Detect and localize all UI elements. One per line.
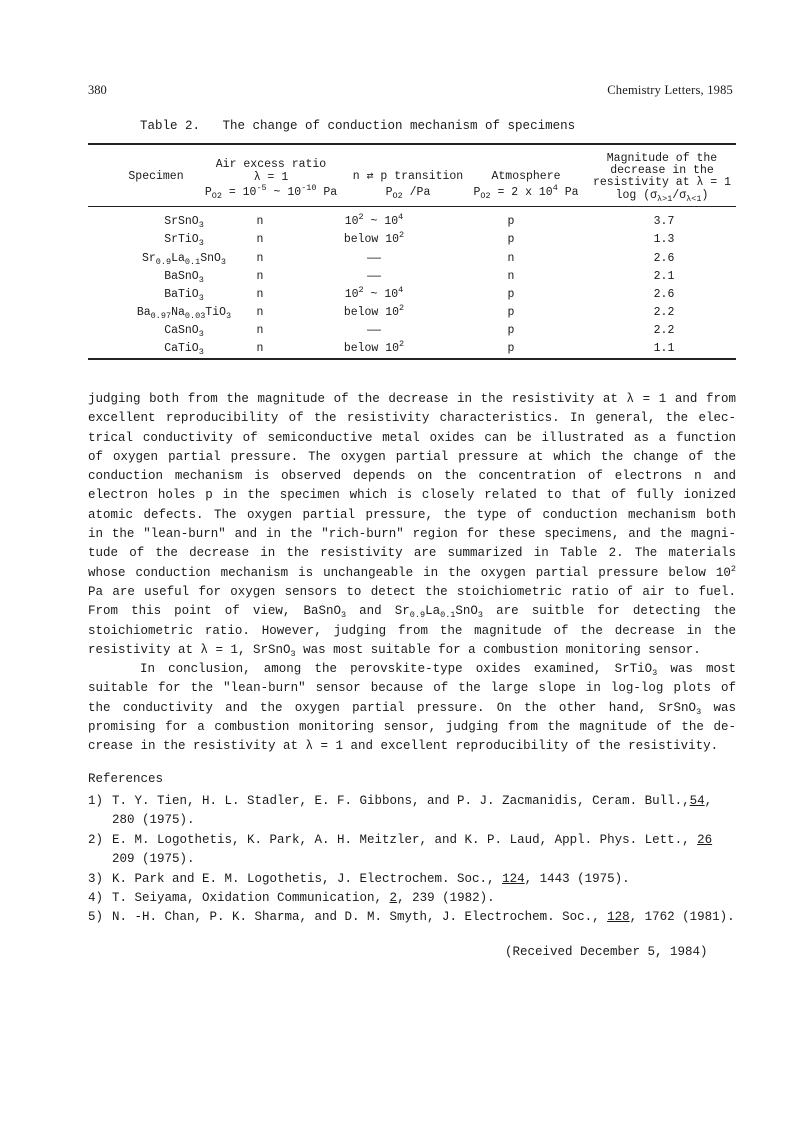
header-air-line2: λ = 1 [253, 171, 289, 184]
cell-transition: —— [367, 252, 381, 265]
reference-item [88, 908, 736, 927]
text-line: tude of the decrease in the resistivity are summarized in Table 2. The materials [88, 546, 736, 561]
header-specimen: Specimen [128, 170, 184, 183]
header-magnitude-line1: Magnitude of the [606, 152, 718, 165]
cell-transition: below $10^2$ [343, 339, 405, 355]
cell-atmosphere: p [507, 324, 515, 337]
cell-atmosphere: p [507, 342, 515, 355]
header-transition-line1: n ⇄ p transition [352, 170, 464, 183]
text-line: In conclusion, among the perovskite-type oxides examined, SrTiO$_3$ was most [140, 662, 737, 679]
cell-air-excess: n [256, 288, 264, 301]
cell-magnitude: 1.1 [653, 342, 675, 355]
header-air-line1: Air excess ratio [215, 158, 327, 171]
journal-name: Chemistry Letters, 1985 [607, 83, 733, 97]
cell-transition: —— [367, 270, 381, 283]
cell-transition: $10^2$ ~ $10^4$ [344, 212, 404, 228]
header-magnitude-line3: resistivity at λ = 1 [592, 176, 732, 189]
header-atmosphere-line2: $P_{O2} = 2$ x $10^4$ Pa [473, 183, 579, 201]
table-row [88, 304, 736, 322]
reference-text: N. -H. Chan, P. K. Sharma, and D. M. Smyth, J. Electrochem. Soc., 128, 1762 (1981). [112, 910, 735, 925]
reference-number: 4) [88, 891, 104, 906]
cell-magnitude: 2.6 [653, 288, 675, 301]
cell-atmosphere: p [507, 288, 515, 301]
cell-magnitude: 2.6 [653, 252, 675, 265]
table-header-rule [88, 206, 736, 207]
cell-atmosphere: p [507, 233, 515, 246]
text-line: of oxygen partial pressure. The oxygen partial pressure at which the change of the [88, 449, 736, 464]
reference-number: 2) [88, 832, 104, 847]
cell-specimen: CaTiO$_3$ [164, 342, 204, 357]
cell-air-excess: n [256, 306, 264, 319]
cell-transition: $10^2$ ~ $10^4$ [344, 285, 404, 301]
reference-text: T. Seiyama, Oxidation Communication, 2, 239 (1982). [112, 891, 495, 906]
cell-specimen: $Sr_{0.9}La_{0.1}SnO_3$ [141, 252, 227, 267]
page-number: 380 [88, 83, 107, 97]
table-caption: Table 2. The change of conduction mechanism of specimens [140, 119, 576, 133]
header-transition-line2: $P_{O2}$ /Pa [385, 186, 431, 201]
cell-specimen: SrSnO$_3$ [164, 215, 204, 230]
reference-item [88, 792, 736, 831]
reference-number: 5) [88, 910, 104, 925]
text-line: From this point of view, BaSnO$_3$ and $Sr_{0.9}La_{0.1}SnO_3$ are suitble for detecting the [88, 604, 736, 621]
table-top-rule [88, 143, 736, 145]
cell-magnitude: 2.2 [653, 306, 675, 319]
text-line: stoichiometric ratio. However, judging from the magnitude of the decrease in the [88, 623, 736, 638]
text-line: crease in the resistivity at λ = 1 and excellent reproducibility of the resistivity. [88, 739, 719, 754]
table-bottom-rule [88, 358, 736, 360]
text-line: in the "lean-burn" and in the "rich-burn" region for these specimens, and the magni- [88, 527, 736, 542]
paragraph-2 [88, 660, 736, 756]
header-magnitude-line2: decrease in the [610, 164, 714, 177]
reference-number: 3) [88, 871, 104, 886]
reference-item [88, 831, 736, 870]
cell-magnitude: 1.3 [653, 233, 675, 246]
text-line: resistivity at λ = 1, SrSnO$_3$ was most suitable for a combustion monitoring sensor. [88, 642, 701, 659]
text-line: judging both from the magnitude of the decrease in the resistivity at λ = 1 and from [88, 392, 736, 406]
cell-atmosphere: p [507, 215, 515, 228]
cell-air-excess: n [256, 342, 264, 355]
reference-number: 1) [88, 794, 104, 808]
text-line: electron holes p in the specimen which is closely related to that of fully ionized [88, 488, 736, 503]
reference-item [88, 889, 736, 908]
text-line: trical conductivity of semiconductive metal oxides can be illustrated as a function [88, 430, 736, 445]
table-row [88, 231, 736, 249]
cell-atmosphere: n [507, 270, 515, 283]
text-line: suitable for the "lean-burn" sensor because of the large slope in log-log plots of [88, 681, 736, 696]
cell-air-excess: n [256, 324, 264, 337]
paragraph-1 [88, 390, 736, 660]
cell-transition: below $10^2$ [343, 303, 405, 319]
cell-air-excess: n [256, 233, 264, 246]
cell-magnitude: 2.2 [653, 324, 675, 337]
reference-text: E. M. Logothetis, K. Park, A. H. Meitzler, and K. P. Laud, Appl. Phys. Lett., 26 209 (1975). [112, 832, 713, 867]
references-title: References [88, 772, 164, 786]
header-magnitude-line4: $\log (\sigma_{\lambda>1}/\sigma_{\lambda<1})$ [615, 189, 709, 204]
cell-atmosphere: p [507, 306, 515, 319]
references-list [88, 792, 736, 928]
cell-magnitude: 2.1 [653, 270, 675, 283]
cell-air-excess: n [256, 270, 264, 283]
table-row [88, 213, 736, 231]
text-line: whose conduction mechanism is unchangeable in the oxygen partial pressure below $10^2$ [88, 563, 736, 580]
text-line: the conductivity and the oxygen partial pressure. On the other hand, SrSnO$_3$ was [88, 700, 736, 717]
cell-specimen: $Ba_{0.97}Na_{0.03}TiO_3$ [136, 306, 232, 321]
received-date: (Received December 5, 1984) [505, 945, 708, 959]
cell-specimen: SrTiO$_3$ [164, 233, 204, 248]
text-line: promising for a combustion monitoring sensor, judging from the magnitude of the de- [88, 720, 736, 735]
text-line: Pa are useful for oxygen sensors to detect the stoichiometric ratio of air to fuel. [88, 584, 736, 599]
header-atmosphere-line1: Atmosphere [491, 170, 561, 183]
reference-item [88, 870, 736, 889]
body-text [88, 390, 736, 757]
cell-air-excess: n [256, 215, 264, 228]
cell-atmosphere: n [507, 252, 515, 265]
table-row [88, 340, 736, 358]
reference-text: T. Y. Tien, H. L. Stadler, E. F. Gibbons, and P. J. Zacmanidis, Ceram. Bull.,54, 280 (1975). [112, 794, 713, 828]
cell-specimen: BaSnO$_3$ [164, 270, 204, 285]
cell-specimen: CaSnO$_3$ [164, 324, 204, 339]
cell-transition: —— [367, 324, 381, 337]
text-line: atomic defects. The oxygen partial pressure, the type of conduction mechanism both [88, 507, 736, 522]
cell-air-excess: n [256, 252, 264, 265]
table-row [88, 322, 736, 340]
reference-text: K. Park and E. M. Logothetis, J. Electrochem. Soc., 124, 1443 (1975). [112, 871, 630, 886]
cell-transition: below $10^2$ [343, 230, 405, 246]
cell-specimen: BaTiO$_3$ [164, 288, 204, 303]
cell-magnitude: 3.7 [653, 215, 675, 228]
table-row [88, 268, 736, 286]
table-row [88, 250, 736, 268]
text-line: conduction mechanism is observed depends on the concentration of electrons n and [88, 469, 736, 484]
text-line: excellent reproducibility of the resistivity characteristics. In general, the elec- [88, 411, 736, 426]
table-row [88, 286, 736, 304]
header-air-line3: $P_{O2} = 10^{-5}$ ~ $10^{-10}$ Pa [204, 183, 338, 201]
